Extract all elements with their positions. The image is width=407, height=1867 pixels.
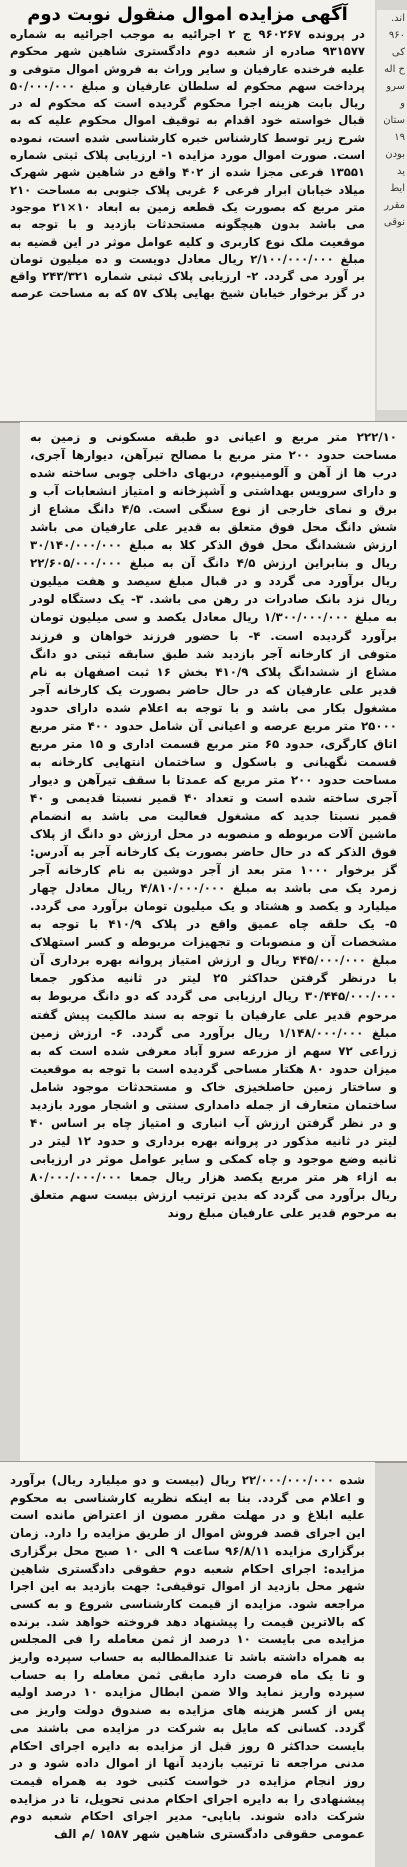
adjacent-line: مقرر <box>384 200 405 211</box>
adjacent-line: ایط <box>389 183 405 194</box>
adjacent-line: و <box>400 98 405 109</box>
adjacent-line: ستان <box>383 115 405 126</box>
notice-body-part2: ۲۲۲/۱۰ متر مربع و اعیانی دو طبقه مسکونی و زمین به مساحت حدود ۲۰۰ متر مربع با مصالح تیرآهن، دیوارها آجری، درب ها از آهن و آلومینیوم، دربهای داخلی چوبی ساخته شده و دارای سرویس بهداشتی و آشپزخانه و امتیاز انشعابات آب و برق و نمای خارجی از نوع سنگی است. ۴/۵ دانگ مشاع از شش دانگ محل فوق متعلق به قدیر علی عارفیان می باشد ارزش ششدانگ محل فوق الذکر کلا به مبلغ ۳۰/۱۴۰/۰۰۰/۰۰۰ ریال و بنابراین ارزش ۴/۵ دانگ آن به مبلغ ۲۲/۶۰۵/۰۰۰/۰۰۰ ریال برآورد می گردد و در قبال مبلغ سیصد و هفت میلیون ریال نزد بانک صادرات در رهن می باشد. ۳- یک دستگاه لودر به مبلغ ۱/۳۰۰/۰۰۰/۰۰۰ ریال معادل یکصد و سی میلیون تومان برآورد گردیده است. ۴- با حضور فرزند خواهان و فرزند متوفی از کارخانه آجر بازدید شد طبق سابقه ثبتی دو دانگ مشاع از ششدانگ پلاک ۴۱۰/۹ بخش ۱۶ ثبت اصفهان به نام قدیر علی عارفیان که در حال حاضر بصورت یک کارخانه آجر مشغول بکار می باشد و با توجه به اعلام شده دارای حدود ۲۵۰۰۰ متر مربع عرصه و اعیانی آن شامل حدود ۴۰۰ متر مربع اتاق کارگری، حدود ۶۵ متر مربع قسمت اداری و ۱۵ متر مربع قسمت نگهبانی و باسکول و ساختمان انتهایی کارخانه به مساحت حدود ۲۰۰ متر مربع که عمدتا با سقف تیرآهن و دیوار آجری ساخته شده است و تعداد ۴۰ قمیر نسبتا قدیمی و ۴۰ قمیر نسبتا جدید که مشغول فعالیت می باشد به انضمام ماشین آلات مربوطه و منصوبه در محل ارزش دو دانگ از پلاک فوق الذکر که در حال حاضر بصورت یک کارخانه آجر به آدرس: گز برخوار ۱۰۰۰ متر بعد از آجر دوشین به نام کارخانه آجر زمرد یک می باشد به مبلغ ۴/۸۱۰/۰۰۰/۰۰۰ ریال معادل چهار میلیارد و یکصد و هشتاد و یک میلیون تومان برآورد می گردد. ۵- یک حلقه چاه عمیق واقع در پلاک ۴۱۰/۹ با توجه به مشخصات آن و منصوبات و تجهیزات مربوطه و کسر استهلاک مبلغ ۴۴۵/۰۰۰/۰۰۰ ریال و ارزش امتیاز پروانه بهره برداری آن با درنظر گرفتن حداکثر ۲۵ لیتر در ثانیه مذکور جمعا ۳۰/۴۴۵/۰۰۰/۰۰۰ ریال ارزیابی می گردد که دو دانگ مربوط به مرحوم قدیر علی عارفیان با توجه به سند مالکیت پیش گفته مبلغ ۱/۱۴۸/۰۰۰/۰۰۰ ریال برآورد می گردد. ۶- ارزش زمین زراعی ۷۲ سهم از مزرعه سرو آباد معرفی شده است که به میزان حدود ۸۰ هکتار مساحی گردیده است با توجه به موقعیت و ساختار زمین حاصلخیزی خاک و مستحدثات موجود شامل ساختمان متعارف از جمله دامداری سنتی و اشجار مورد بازدید و در نظر گرفتن ارزش آب انباری و امتیاز چاه بر اساس ۴۰ لیتر در ثانیه مذکور در پروانه بهره برداری و حدود ۱۲ لیتر در ثانیه وضع موجود و چاه کمکی و سایر عوامل موثر در ارزیابی به ازاء هر متر مربع یکصد هزار ریال جمعا ۸۰/۰۰۰/۰۰۰/۰۰۰ ریال برآورد می گردد که بدین ترتیب ارزش بیست سهم متعلق به مرحوم قدیر علی عارفیان مبلغ روند <box>30 430 397 1221</box>
notice-body-part3 <box>10 1472 365 1844</box>
notice-title: آگهی مزایده اموال منقول نوبت دوم <box>27 4 348 25</box>
adjacent-line: اند. <box>391 13 405 24</box>
adjacent-line: بودن <box>385 149 405 160</box>
notice-body-part1: در پرونده ۹۶۰۲۶۷ ج ۲ اجرائیه به موجب اجرائیه به شماره ۹۳۱۵۷۷ صادره از شعبه دوم دادگستری شاهین شهر محکوم علیه فرخنده عارفیان و سایر وراث به فروش اموال متوفی و پرداخت سهم محکوم له سلطان عارفیان و مبلغ ۵۰/۰۰۰/۰۰۰ ریال بابت هزینه اجرا محکوم گردیده است که محکوم له در قبال خواسته خود اقدام به توقیف اموال محکوم علیه که به شرح زیر توسط کارشناس خبره کارشناسی شده است، نموده است. صورت اموال مورد مزایده ۱- ارزیابی پلاک ثبتی شماره ۱۳۵۵۱ فرعی مجزا شده از ۴۰۲ واقع در شاهین شهر شهرک میلاد خیابان ابرار فرعی ۶ غربی پلاک جنوبی به مساحت ۲۱۰ متر مربع که بصورت یک قطعه زمین به ابعاد ۱۰×۲۱ موجود می باشد بدون هیچگونه مستحدثات بازدید و با توجه به موقعیت ملک نوع کاربری و کلیه عوامل موثر در این قضیه به مبلغ ۲/۱۰۰/۰۰۰/۰۰۰ ریال معادل دویست و ده میلیون تومان بر آورد می گردد. ۲- ارزیابی پلاک ثبتی شماره ۲۴۳/۳۲۱ واقع در گز برخوار خیابان شیخ بهایی پلاک ۵۷ که به مساحت عرصه <box>10 27 366 301</box>
notice-body-part3-text: شده ۲۲/۰۰۰/۰۰۰/۰۰۰ ریال (بیست و دو میلیارد ریال) برآورد و اعلام می گردد. بنا به اینکه نظریه کارشناسی به محکوم علیه ابلاغ و در مهلت مقرر مصون از اعتراض مانده است این اجرای قصد فروش اموال از طریق مزایده را دارد. زمان برگزاری مزایده ۹۶/۸/۱۱ ساعت ۹ الی ۱۰ صبح محل برگزاری مزایده: اجرای احکام شعبه دوم حقوقی دادگستری شاهین شهر محل بازدید از اموال توقیفی: جهت بازدید به این اجرا مراجعه شود. مزایده از قیمت کارشناسی شروع و به کسی که بالاترین قیمت را پیشنهاد دهد فروخته خواهد شد. برنده مزایده می بایست ۱۰ درصد از ثمن معامله را فی المجلس به همراه داشته باشد تا عندالمطالبه به حساب سپرده واریز و تا یک ماه فرصت دارد مابقی ثمن معامله را به حساب سپرده واریز نماید والا ضمن ابطال مزایده ۱۰ درصد اولیه پس از کسر هزینه های مزایده به صندوق دولت واریز می گردد. کسانی که مایل به شرکت در مزایده می باشند می بایست حداکثر ۵ روز قبل از مزایده به دایره اجرای احکام مدنی مراجعه تا ترتیب بازدید آنها از اموال داده شود و در روز انجام مزایده در خواست کتبی خود به همراه قیمت پیشنهادی را به دایره اجرای احکام مدنی تحویل، تا در مزایده شرکت داده شوند. <box>10 1473 366 1824</box>
notice-clip-middle <box>20 422 407 1462</box>
notice-clip-top <box>0 0 375 422</box>
adjacent-column-fragment <box>377 10 407 410</box>
notice-clip-bottom <box>0 1462 375 1867</box>
adjacent-line: ۱۹ <box>394 132 405 143</box>
notice-signature: بابایی- مدیر اجرای احکام شعبه دوم عمومی حقوقی دادگستری شاهین شهر ۱۵۸۷ /م الف <box>10 1809 365 1842</box>
adjacent-line: ۹۶۰ <box>388 30 405 41</box>
adjacent-line: کی <box>391 47 405 58</box>
adjacent-line: سرو <box>386 81 405 92</box>
adjacent-line: نوقی <box>383 217 405 228</box>
adjacent-line: ید <box>396 166 405 177</box>
adjacent-line: ح اله <box>384 64 405 75</box>
